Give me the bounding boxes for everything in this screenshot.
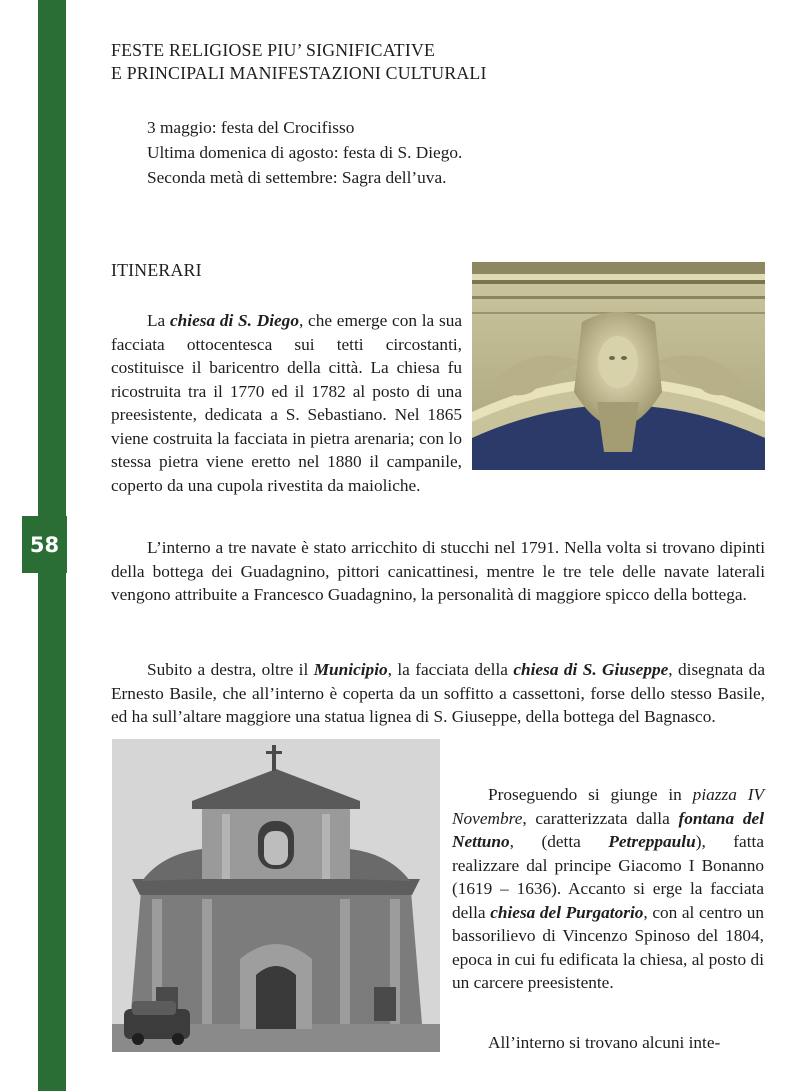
page-number: 58 — [29, 532, 60, 557]
paragraph-interno: L’interno a tre navate è stato arricchito di stucchi nel 1791. Nella volta si trovano dipinti della bottega dei Guadagnino, pittori canicattinesi, mentre le tre tele delle navate laterali vengono attribuite a Francesco Guadagnino, la personalità di maggiore spicco della bottega. — [111, 538, 765, 604]
page-number-tab — [22, 516, 67, 573]
text: La — [147, 311, 170, 330]
church-facade-photo — [112, 739, 440, 1052]
text: , (detta — [509, 832, 609, 851]
feste-item: Seconda metà di settembre: Sagra dell’uva. — [147, 168, 447, 187]
text: Proseguendo si giunge in — [488, 785, 693, 804]
text: , che emerge con la sua facciata ottocentesca sui tetti circostanti, costituisce il baricentro della città. La chiesa fu ricostruita tra il 1770 ed il 1782 al posto di una preesistente, dedicata a S. Sebastiano. Nel 1865 viene costruita la facciata in pietra arenaria; con lo stessa pietra viene eretto nel 1880 il campanile, coperto da una cupola rivestita da maioliche. — [111, 311, 463, 495]
text: , disegnata da Ernesto Basile, che all’interno è coperta da un soffitto a cassettoni, forse dello stesso Basile, ed ha sull’altare maggiore una statua lignea di S. Giuseppe, della bottega del Bagnasco. — [111, 660, 765, 726]
text: , la facciata della — [387, 660, 514, 679]
emphasis-petreppaulu: Petreppaulu — [608, 832, 696, 851]
paragraph-s-giuseppe — [111, 658, 765, 729]
paragraph-s-diego-wrap — [111, 309, 462, 497]
paragraph-piazza-iv-novembre — [452, 783, 764, 995]
text: , caratterizzata dalla — [522, 808, 679, 828]
section-title-feste-line1: FESTE RELIGIOSE PIU’ SIGNIFICATIVE — [111, 40, 436, 60]
stucco-ornament-photo — [472, 262, 765, 470]
text: ), fatta realizzare dal principe Giacomo I Bonanno (1619 – 1636). Accanto si erge la facciata della — [452, 832, 764, 922]
feste-item: Ultima domenica di agosto: festa di S. Diego. — [147, 143, 463, 162]
emphasis-municipio: Municipio — [313, 660, 388, 679]
text: , con al centro un bassorilievo di Vincenzo Spinoso del 1804, epoca in cui fu edificata la chiesa, al posto di un carcere preesistente. — [452, 902, 765, 992]
section-title-itinerari: ITINERARI — [111, 260, 202, 280]
paragraph-continuation: All’interno si trovano alcuni inte- — [488, 1033, 721, 1052]
text: Subito a destra, oltre il — [147, 660, 314, 679]
feste-item: 3 maggio: festa del Crocifisso — [147, 118, 355, 137]
emphasis-chiesa-purgatorio: chiesa del Purgatorio — [490, 902, 644, 922]
emphasis-chiesa-s-giuseppe: chiesa di S. Giuseppe — [513, 660, 669, 679]
emphasis-fontana: fontana del Nettuno — [452, 808, 764, 851]
emphasis-chiesa-s-diego: chiesa di S. Diego — [169, 311, 299, 330]
section-title-feste-line2: E PRINCIPALI MANIFESTAZIONI CULTURALI — [111, 63, 487, 83]
emphasis-piazza: piazza IV Novembre — [452, 785, 765, 828]
